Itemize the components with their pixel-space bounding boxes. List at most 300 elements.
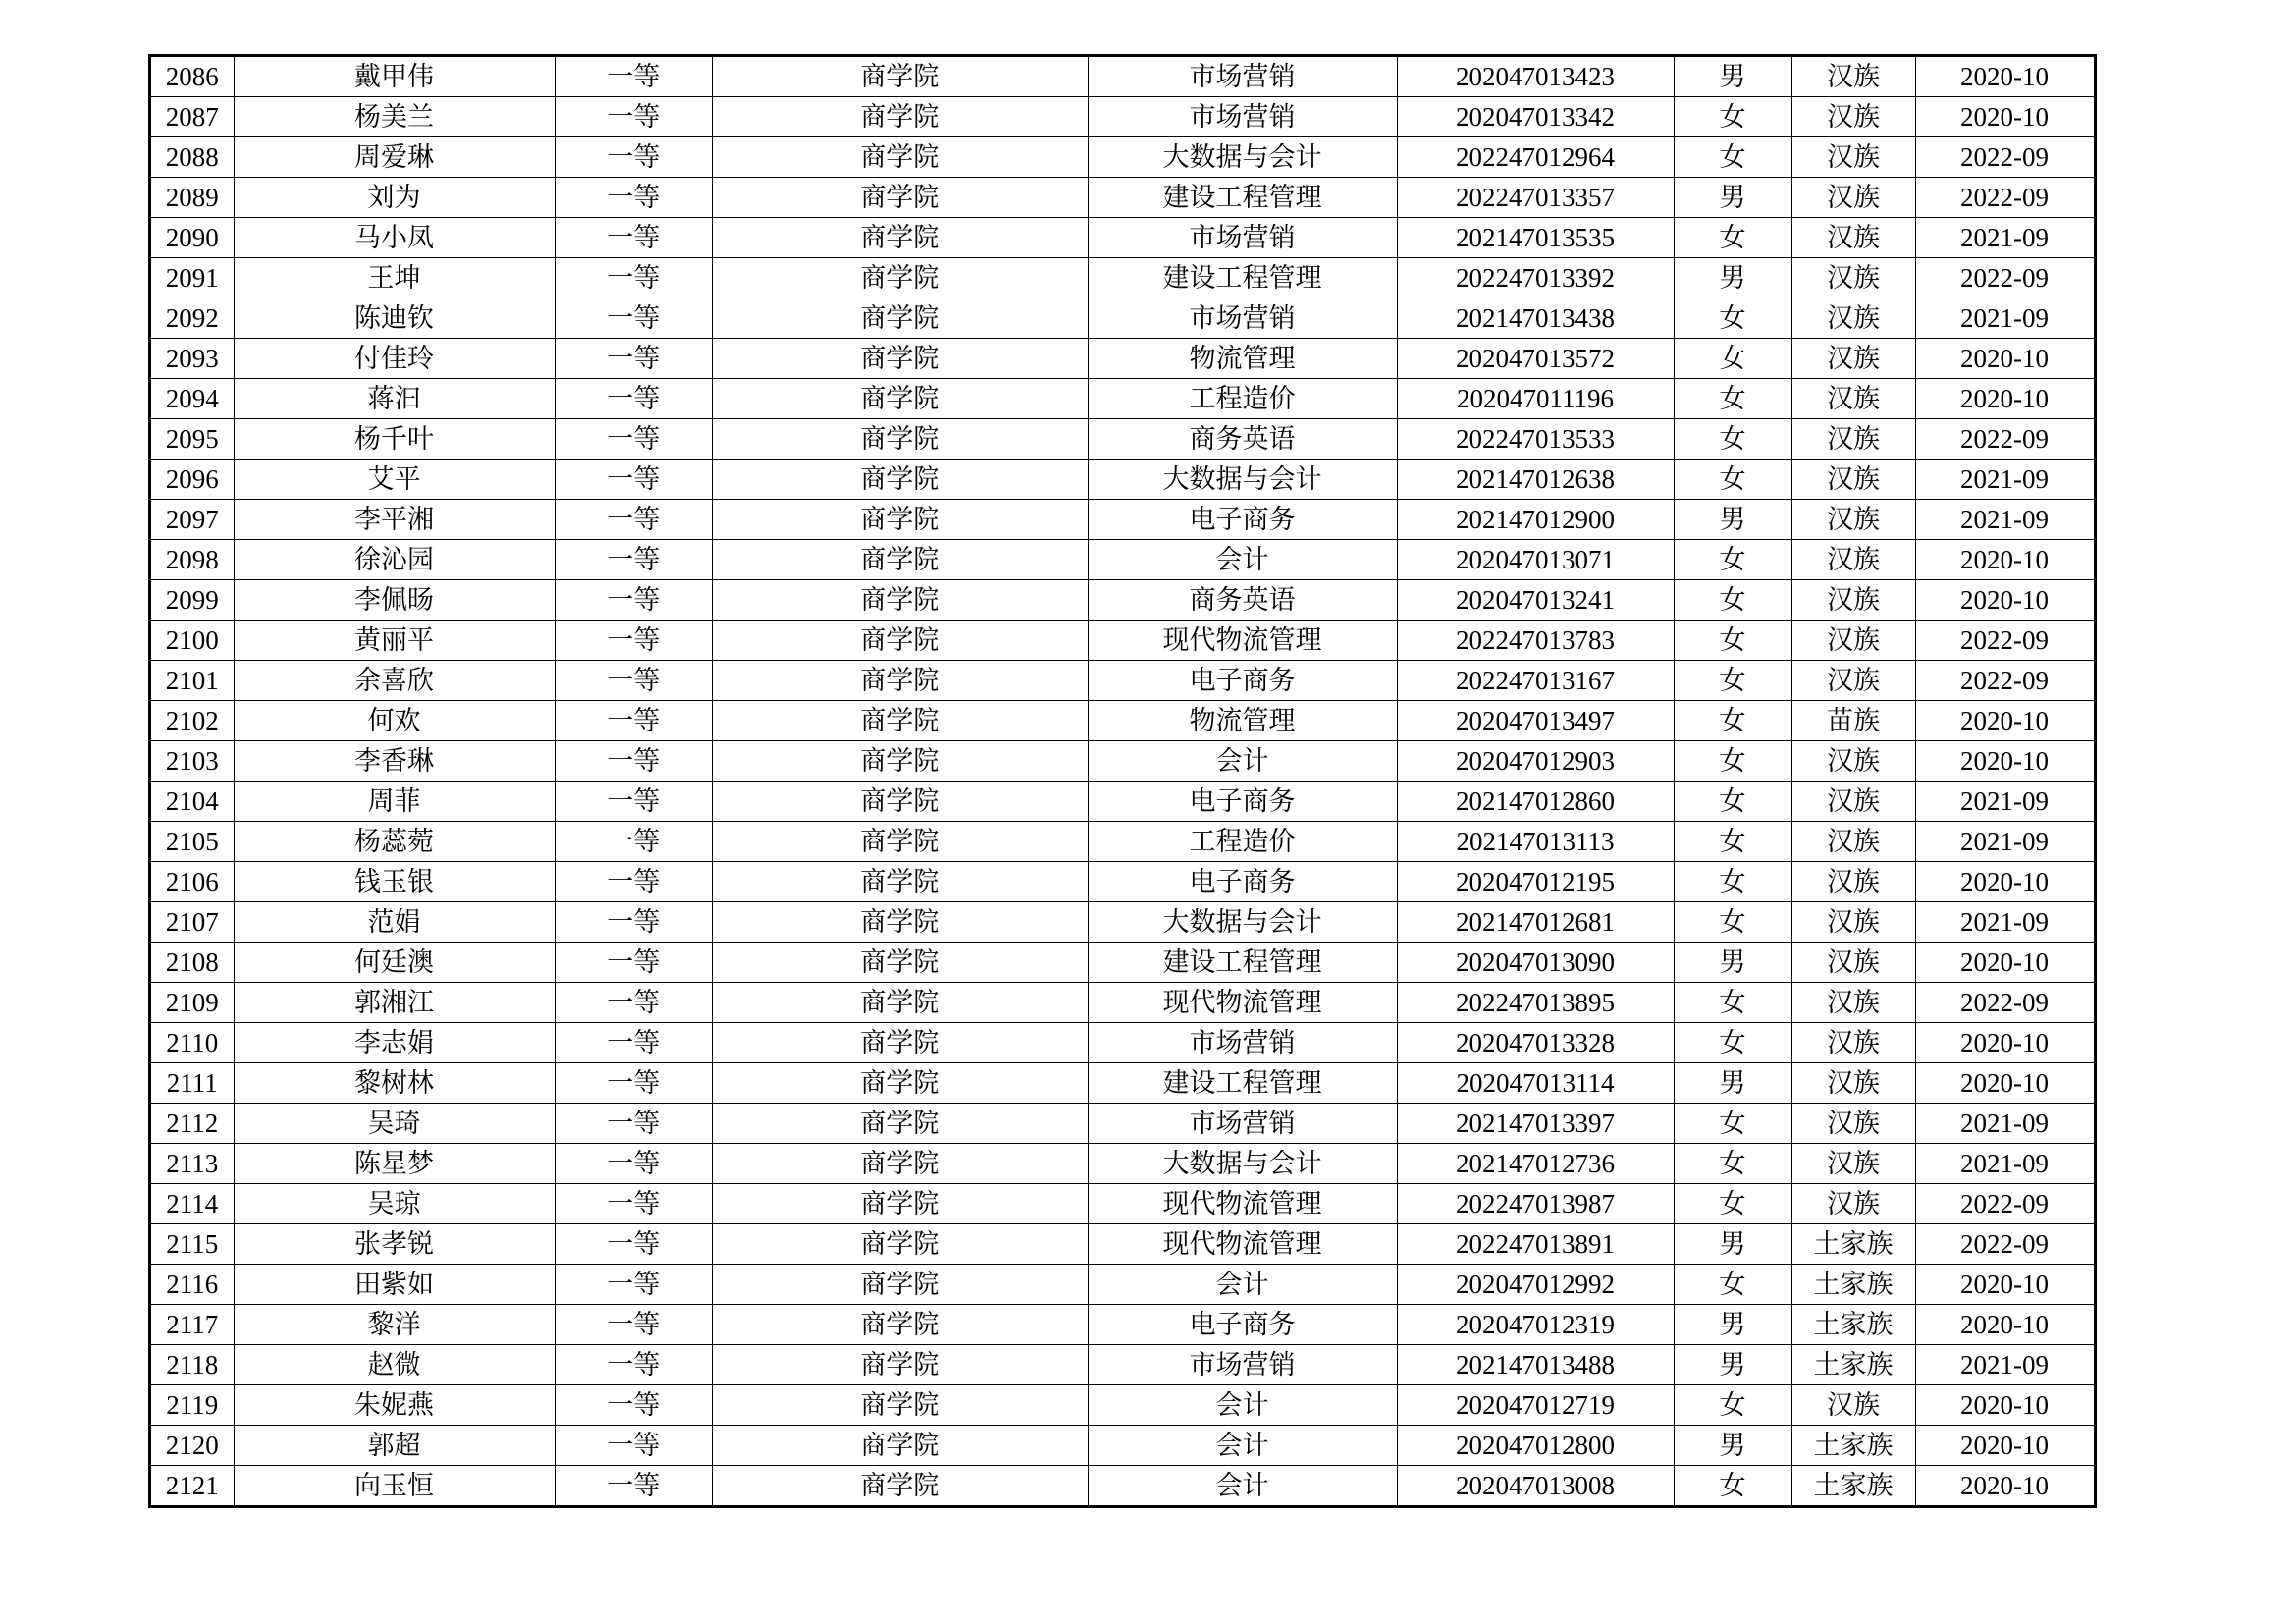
student-id-cell: 202047012195 [1397,862,1674,902]
ethnicity-cell: 汉族 [1791,1063,1915,1104]
enrollment-date-cell: 2022-09 [1915,621,2095,661]
student-id-cell: 202147012900 [1397,500,1674,540]
gender-cell: 女 [1674,218,1791,258]
row-number-cell: 2089 [150,178,235,218]
name-cell: 李香琳 [234,741,555,782]
college-cell: 商学院 [713,1144,1089,1184]
name-cell: 周爱琳 [234,137,555,178]
major-cell: 建设工程管理 [1088,943,1397,983]
name-cell: 李平湘 [234,500,555,540]
grade-cell: 一等 [555,1466,713,1507]
gender-cell: 女 [1674,822,1791,862]
table-row [150,1224,2096,1265]
name-cell: 戴甲伟 [234,56,555,97]
gender-cell: 男 [1674,258,1791,298]
student-id-cell: 202047013114 [1397,1063,1674,1104]
gender-cell: 女 [1674,379,1791,419]
table-row [150,218,2096,258]
major-cell: 电子商务 [1088,500,1397,540]
row-number-cell: 2097 [150,500,235,540]
gender-cell: 女 [1674,460,1791,500]
name-cell: 吴琦 [234,1104,555,1144]
grade-cell: 一等 [555,1345,713,1385]
major-cell: 大数据与会计 [1088,460,1397,500]
college-cell: 商学院 [713,701,1089,741]
name-cell: 田紫如 [234,1265,555,1305]
row-number-cell: 2088 [150,137,235,178]
row-number-cell: 2095 [150,419,235,460]
student-id-cell: 202047013241 [1397,580,1674,621]
major-cell: 电子商务 [1088,782,1397,822]
gender-cell: 女 [1674,661,1791,701]
ethnicity-cell: 汉族 [1791,178,1915,218]
table-row [150,298,2096,339]
enrollment-date-cell: 2020-10 [1915,943,2095,983]
major-cell: 物流管理 [1088,339,1397,379]
row-number-cell: 2120 [150,1426,235,1466]
enrollment-date-cell: 2020-10 [1915,1426,2095,1466]
college-cell: 商学院 [713,1023,1089,1063]
ethnicity-cell: 汉族 [1791,419,1915,460]
row-number-cell: 2106 [150,862,235,902]
table-row [150,540,2096,580]
student-id-cell: 202247013392 [1397,258,1674,298]
college-cell: 商学院 [713,1385,1089,1426]
row-number-cell: 2117 [150,1305,235,1345]
college-cell: 商学院 [713,1305,1089,1345]
college-cell: 商学院 [713,1063,1089,1104]
name-cell: 赵微 [234,1345,555,1385]
name-cell: 陈星梦 [234,1144,555,1184]
student-id-cell: 202147013113 [1397,822,1674,862]
enrollment-date-cell: 2020-10 [1915,1305,2095,1345]
gender-cell: 女 [1674,419,1791,460]
name-cell: 何欢 [234,701,555,741]
major-cell: 市场营销 [1088,56,1397,97]
name-cell: 陈迪钦 [234,298,555,339]
major-cell: 现代物流管理 [1088,983,1397,1023]
row-number-cell: 2094 [150,379,235,419]
table-row [150,580,2096,621]
grade-cell: 一等 [555,1265,713,1305]
college-cell: 商学院 [713,661,1089,701]
student-id-cell: 202047013071 [1397,540,1674,580]
enrollment-date-cell: 2022-09 [1915,1224,2095,1265]
grade-cell: 一等 [555,258,713,298]
ethnicity-cell: 汉族 [1791,983,1915,1023]
row-number-cell: 2110 [150,1023,235,1063]
table-row [150,500,2096,540]
college-cell: 商学院 [713,983,1089,1023]
ethnicity-cell: 汉族 [1791,862,1915,902]
table-row [150,1466,2096,1507]
enrollment-date-cell: 2020-10 [1915,379,2095,419]
major-cell: 建设工程管理 [1088,1063,1397,1104]
college-cell: 商学院 [713,621,1089,661]
table-row [150,1184,2096,1224]
gender-cell: 男 [1674,1305,1791,1345]
table-row [150,1104,2096,1144]
grade-cell: 一等 [555,1184,713,1224]
ethnicity-cell: 汉族 [1791,258,1915,298]
enrollment-date-cell: 2021-09 [1915,1144,2095,1184]
student-id-cell: 202047011196 [1397,379,1674,419]
enrollment-date-cell: 2021-09 [1915,822,2095,862]
ethnicity-cell: 汉族 [1791,1023,1915,1063]
student-id-cell: 202047012800 [1397,1426,1674,1466]
table-row [150,97,2096,137]
enrollment-date-cell: 2022-09 [1915,1184,2095,1224]
enrollment-date-cell: 2021-09 [1915,218,2095,258]
ethnicity-cell: 汉族 [1791,1144,1915,1184]
enrollment-date-cell: 2020-10 [1915,56,2095,97]
grade-cell: 一等 [555,540,713,580]
ethnicity-cell: 苗族 [1791,701,1915,741]
college-cell: 商学院 [713,460,1089,500]
row-number-cell: 2111 [150,1063,235,1104]
grade-cell: 一等 [555,500,713,540]
grade-cell: 一等 [555,1426,713,1466]
college-cell: 商学院 [713,258,1089,298]
college-cell: 商学院 [713,1466,1089,1507]
major-cell: 会计 [1088,1385,1397,1426]
ethnicity-cell: 汉族 [1791,782,1915,822]
major-cell: 大数据与会计 [1088,902,1397,943]
student-id-cell: 202047013497 [1397,701,1674,741]
student-id-cell: 202047013342 [1397,97,1674,137]
college-cell: 商学院 [713,1224,1089,1265]
ethnicity-cell: 汉族 [1791,97,1915,137]
enrollment-date-cell: 2020-10 [1915,97,2095,137]
name-cell: 吴琼 [234,1184,555,1224]
gender-cell: 男 [1674,1426,1791,1466]
grade-cell: 一等 [555,580,713,621]
major-cell: 市场营销 [1088,1104,1397,1144]
name-cell: 付佳玲 [234,339,555,379]
row-number-cell: 2107 [150,902,235,943]
name-cell: 杨千叶 [234,419,555,460]
student-id-cell: 202147012736 [1397,1144,1674,1184]
row-number-cell: 2098 [150,540,235,580]
name-cell: 向玉恒 [234,1466,555,1507]
row-number-cell: 2093 [150,339,235,379]
row-number-cell: 2090 [150,218,235,258]
enrollment-date-cell: 2020-10 [1915,339,2095,379]
enrollment-date-cell: 2020-10 [1915,1385,2095,1426]
major-cell: 会计 [1088,1265,1397,1305]
table-row [150,178,2096,218]
student-id-cell: 202147013488 [1397,1345,1674,1385]
major-cell: 电子商务 [1088,661,1397,701]
table-row [150,339,2096,379]
name-cell: 王坤 [234,258,555,298]
name-cell: 艾平 [234,460,555,500]
gender-cell: 男 [1674,178,1791,218]
row-number-cell: 2100 [150,621,235,661]
row-number-cell: 2109 [150,983,235,1023]
student-id-cell: 202247012964 [1397,137,1674,178]
college-cell: 商学院 [713,741,1089,782]
ethnicity-cell: 汉族 [1791,218,1915,258]
name-cell: 何廷澳 [234,943,555,983]
student-id-cell: 202047012319 [1397,1305,1674,1345]
table-row [150,56,2096,97]
gender-cell: 女 [1674,701,1791,741]
ethnicity-cell: 土家族 [1791,1265,1915,1305]
college-cell: 商学院 [713,580,1089,621]
grade-cell: 一等 [555,1224,713,1265]
ethnicity-cell: 汉族 [1791,741,1915,782]
college-cell: 商学院 [713,339,1089,379]
college-cell: 商学院 [713,298,1089,339]
grade-cell: 一等 [555,902,713,943]
gender-cell: 女 [1674,1466,1791,1507]
grade-cell: 一等 [555,1023,713,1063]
student-id-cell: 202147013535 [1397,218,1674,258]
major-cell: 市场营销 [1088,1345,1397,1385]
ethnicity-cell: 汉族 [1791,339,1915,379]
major-cell: 建设工程管理 [1088,258,1397,298]
enrollment-date-cell: 2021-09 [1915,298,2095,339]
grade-cell: 一等 [555,701,713,741]
row-number-cell: 2119 [150,1385,235,1426]
table-row [150,1144,2096,1184]
table-row [150,1426,2096,1466]
major-cell: 电子商务 [1088,1305,1397,1345]
table-row [150,419,2096,460]
enrollment-date-cell: 2022-09 [1915,178,2095,218]
enrollment-date-cell: 2020-10 [1915,701,2095,741]
name-cell: 范娟 [234,902,555,943]
ethnicity-cell: 汉族 [1791,1104,1915,1144]
name-cell: 郭湘江 [234,983,555,1023]
table-row [150,902,2096,943]
enrollment-date-cell: 2020-10 [1915,1466,2095,1507]
name-cell: 黄丽平 [234,621,555,661]
college-cell: 商学院 [713,943,1089,983]
name-cell: 蒋汩 [234,379,555,419]
student-id-cell: 202147013397 [1397,1104,1674,1144]
gender-cell: 女 [1674,621,1791,661]
name-cell: 刘为 [234,178,555,218]
table-row [150,862,2096,902]
gender-cell: 女 [1674,540,1791,580]
student-id-cell: 202147012638 [1397,460,1674,500]
enrollment-date-cell: 2020-10 [1915,1063,2095,1104]
ethnicity-cell: 汉族 [1791,56,1915,97]
row-number-cell: 2091 [150,258,235,298]
grade-cell: 一等 [555,1305,713,1345]
name-cell: 杨美兰 [234,97,555,137]
student-id-cell: 202047013328 [1397,1023,1674,1063]
grade-cell: 一等 [555,56,713,97]
college-cell: 商学院 [713,419,1089,460]
student-id-cell: 202247013783 [1397,621,1674,661]
name-cell: 郭超 [234,1426,555,1466]
college-cell: 商学院 [713,379,1089,419]
student-id-cell: 202147012681 [1397,902,1674,943]
ethnicity-cell: 土家族 [1791,1345,1915,1385]
student-id-cell: 202047013423 [1397,56,1674,97]
college-cell: 商学院 [713,782,1089,822]
gender-cell: 男 [1674,500,1791,540]
name-cell: 徐沁园 [234,540,555,580]
name-cell: 李志娟 [234,1023,555,1063]
gender-cell: 女 [1674,580,1791,621]
table-row [150,1265,2096,1305]
grade-cell: 一等 [555,178,713,218]
college-cell: 商学院 [713,1345,1089,1385]
enrollment-date-cell: 2020-10 [1915,1265,2095,1305]
grade-cell: 一等 [555,339,713,379]
major-cell: 现代物流管理 [1088,621,1397,661]
grade-cell: 一等 [555,298,713,339]
name-cell: 钱玉银 [234,862,555,902]
gender-cell: 女 [1674,862,1791,902]
enrollment-date-cell: 2022-09 [1915,661,2095,701]
grade-cell: 一等 [555,782,713,822]
ethnicity-cell: 汉族 [1791,943,1915,983]
gender-cell: 男 [1674,56,1791,97]
enrollment-date-cell: 2021-09 [1915,782,2095,822]
grade-cell: 一等 [555,741,713,782]
ethnicity-cell: 汉族 [1791,661,1915,701]
major-cell: 大数据与会计 [1088,1144,1397,1184]
row-number-cell: 2103 [150,741,235,782]
enrollment-date-cell: 2020-10 [1915,862,2095,902]
row-number-cell: 2113 [150,1144,235,1184]
gender-cell: 女 [1674,137,1791,178]
grade-cell: 一等 [555,621,713,661]
major-cell: 工程造价 [1088,379,1397,419]
gender-cell: 女 [1674,782,1791,822]
college-cell: 商学院 [713,862,1089,902]
gender-cell: 女 [1674,298,1791,339]
gender-cell: 女 [1674,741,1791,782]
gender-cell: 女 [1674,1023,1791,1063]
student-id-cell: 202247013987 [1397,1184,1674,1224]
student-id-cell: 202047012992 [1397,1265,1674,1305]
ethnicity-cell: 汉族 [1791,580,1915,621]
name-cell: 张孝锐 [234,1224,555,1265]
college-cell: 商学院 [713,56,1089,97]
gender-cell: 女 [1674,902,1791,943]
row-number-cell: 2121 [150,1466,235,1507]
grade-cell: 一等 [555,1063,713,1104]
name-cell: 余喜欣 [234,661,555,701]
major-cell: 商务英语 [1088,419,1397,460]
row-number-cell: 2099 [150,580,235,621]
major-cell: 电子商务 [1088,862,1397,902]
enrollment-date-cell: 2021-09 [1915,500,2095,540]
gender-cell: 女 [1674,1184,1791,1224]
college-cell: 商学院 [713,178,1089,218]
row-number-cell: 2108 [150,943,235,983]
grade-cell: 一等 [555,460,713,500]
grade-cell: 一等 [555,862,713,902]
student-id-cell: 202047013090 [1397,943,1674,983]
major-cell: 市场营销 [1088,1023,1397,1063]
student-id-cell: 202247013357 [1397,178,1674,218]
gender-cell: 女 [1674,1385,1791,1426]
student-id-cell: 202047013008 [1397,1466,1674,1507]
enrollment-date-cell: 2020-10 [1915,580,2095,621]
major-cell: 现代物流管理 [1088,1184,1397,1224]
name-cell: 李佩旸 [234,580,555,621]
row-number-cell: 2105 [150,822,235,862]
gender-cell: 女 [1674,1265,1791,1305]
row-number-cell: 2087 [150,97,235,137]
row-number-cell: 2114 [150,1184,235,1224]
grade-cell: 一等 [555,661,713,701]
row-number-cell: 2118 [150,1345,235,1385]
grade-cell: 一等 [555,822,713,862]
ethnicity-cell: 汉族 [1791,298,1915,339]
grade-cell: 一等 [555,1385,713,1426]
grade-cell: 一等 [555,97,713,137]
enrollment-date-cell: 2021-09 [1915,1345,2095,1385]
table-row [150,822,2096,862]
table-row [150,943,2096,983]
college-cell: 商学院 [713,137,1089,178]
student-id-cell: 202247013895 [1397,983,1674,1023]
enrollment-date-cell: 2022-09 [1915,258,2095,298]
student-id-cell: 202047013572 [1397,339,1674,379]
name-cell: 周菲 [234,782,555,822]
scholarship-list-table [148,54,2097,1508]
enrollment-date-cell: 2020-10 [1915,741,2095,782]
row-number-cell: 2096 [150,460,235,500]
ethnicity-cell: 土家族 [1791,1426,1915,1466]
major-cell: 大数据与会计 [1088,137,1397,178]
grade-cell: 一等 [555,983,713,1023]
gender-cell: 男 [1674,1063,1791,1104]
major-cell: 现代物流管理 [1088,1224,1397,1265]
table-row [150,1345,2096,1385]
college-cell: 商学院 [713,1426,1089,1466]
row-number-cell: 2116 [150,1265,235,1305]
table-row [150,460,2096,500]
major-cell: 市场营销 [1088,298,1397,339]
grade-cell: 一等 [555,943,713,983]
ethnicity-cell: 汉族 [1791,1385,1915,1426]
table-row [150,258,2096,298]
row-number-cell: 2092 [150,298,235,339]
ethnicity-cell: 汉族 [1791,621,1915,661]
enrollment-date-cell: 2022-09 [1915,419,2095,460]
major-cell: 工程造价 [1088,822,1397,862]
ethnicity-cell: 汉族 [1791,822,1915,862]
name-cell: 黎洋 [234,1305,555,1345]
table-row [150,782,2096,822]
row-number-cell: 2104 [150,782,235,822]
student-id-cell: 202047012903 [1397,741,1674,782]
row-number-cell: 2086 [150,56,235,97]
ethnicity-cell: 土家族 [1791,1466,1915,1507]
college-cell: 商学院 [713,1104,1089,1144]
name-cell: 杨蕊菀 [234,822,555,862]
student-id-cell: 202147013438 [1397,298,1674,339]
table-row [150,379,2096,419]
ethnicity-cell: 汉族 [1791,379,1915,419]
row-number-cell: 2112 [150,1104,235,1144]
table-row [150,1385,2096,1426]
major-cell: 会计 [1088,1466,1397,1507]
gender-cell: 男 [1674,1224,1791,1265]
table-row [150,701,2096,741]
name-cell: 马小凤 [234,218,555,258]
row-number-cell: 2115 [150,1224,235,1265]
